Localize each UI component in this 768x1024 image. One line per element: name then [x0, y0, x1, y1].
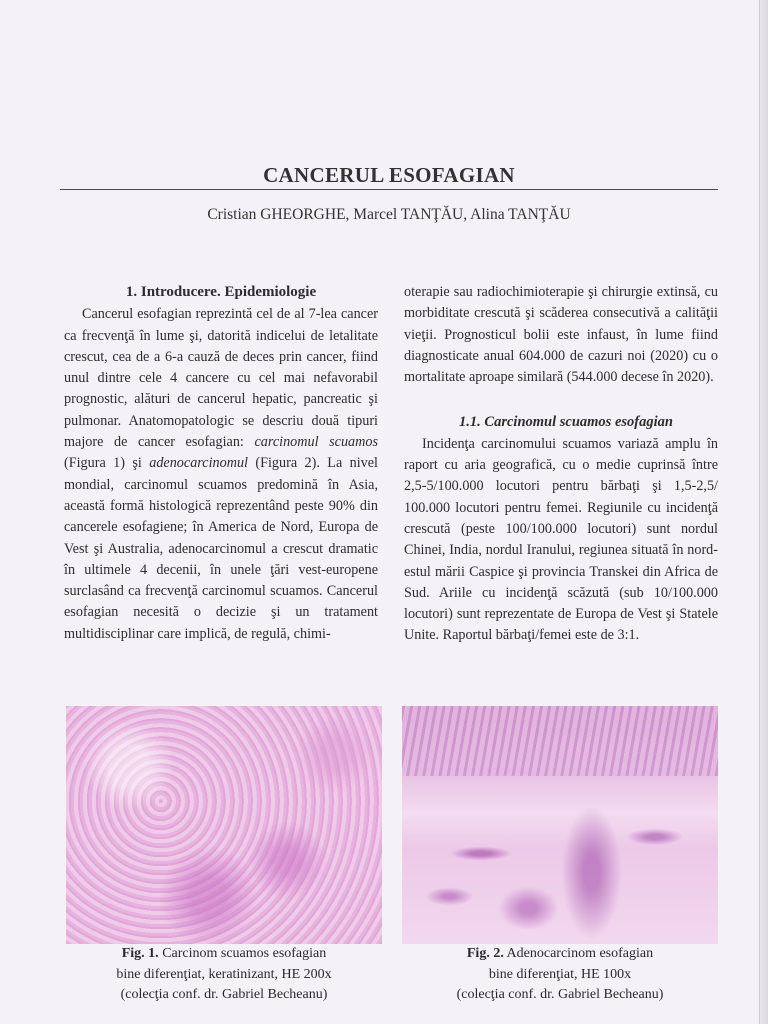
intro-text-1: Cancerul esofagian reprezintă cel de al 7-lea cancer ca frecvenţă în lume şi, datorită indicelui de letalitate crescut, cea de a 6-a cauză de deces prin cancer, fiind unul dintre cele 4 cancere cu cel mai nefavorabil prognostic, alături de cancerul hepatic, pancreatic şi pulmonar. Anatomopatologic se descriu două tipuri majore de cancer esofagian: [64, 306, 378, 451]
figure-2-caption-line1: Adenocarcinom esofagian [503, 946, 654, 961]
figure-1-caption-line2: bine diferenţiat, keratinizant, HE 200x [116, 966, 332, 982]
figure-1-histology-image [66, 706, 382, 944]
continued-paragraph: oterapie sau radiochimioterapie şi chirurgie extinsă, cu morbiditate crescută şi scăderea consecutivă a calităţii vieţii. Prognosticul bolii este infaust, în lume fiind diagnosticate anual 604.000 de cazuri noi (2020) cu o mortalitate aproape similară (544.000 decese în 2020). [404, 284, 718, 386]
title-divider [60, 189, 718, 190]
figure-2-caption-line2: bine diferenţiat, HE 100x [488, 966, 632, 982]
figure-2-label: Fig. 2. [466, 946, 504, 961]
right-column [404, 282, 718, 647]
page-edge [759, 0, 768, 1024]
figure-1-label: Fig. 1. [121, 946, 159, 961]
figure-1-caption [66, 944, 382, 1006]
left-column [64, 282, 378, 645]
intro-italic-adeno: adenocarcinomul [149, 455, 248, 472]
figure-2-epithelium-band [402, 706, 718, 776]
figure-1-caption-line3: (colecţia conf. dr. Gabriel Becheanu) [120, 987, 328, 1002]
squamous-paragraph: Incidenţa carcinomului scuamos variază amplu în raport cu aria geografică, cu o medie cuprinsă între 2,5-5/100.000 locutori pentru bărbaţi şi 1,5-2,5/ 100.000 locutori pentru femei. Regiunile cu incidenţă crescută (peste 100/100.000 locutori) sunt nordul Chinei, India, nordul Iranului, regiunea situată în nord-estul mării Caspice şi provincia Transkei din Africa de Sud. Ariile cu incidenţă scăzută (sub 10/100.000 locutori) sunt reprezentate de Europa de Vest şi Statele Unite. Raportul bărbaţi/femei este de 3:1. [404, 435, 718, 644]
figure-1-caption-line1: Carcinom scuamos esofagian [158, 946, 327, 961]
intro-text-2: (Figura 1) şi [64, 455, 150, 472]
page-title: CANCERUL ESOFAGIAN [263, 163, 515, 187]
intro-paragraph [64, 304, 378, 645]
subsection-heading: 1.1. Carcinomul scuamos esofagian [459, 414, 673, 431]
figure-2-caption [402, 944, 718, 1006]
section-heading: 1. Introducere. Epidemiologie [125, 284, 317, 300]
figure-2-caption-line3: (colecţia conf. dr. Gabriel Becheanu) [456, 987, 664, 1002]
intro-italic-squamous: carcinomul scuamos [254, 434, 378, 451]
figure-2-histology-image [402, 706, 718, 944]
intro-text-3: (Figura 2). La nivel mondial, carcinomul scuamos predomină în Asia, această formă histologică reprezentând peste 90% din cancerele esofagiene; în America de Nord, Europa de Vest şi Australia, adenocarcinomul a crescut dramatic în ultimele 4 decenii, în unele ţări vest-europene surclasând ca frecvenţă carcinomul scuamos. Cancerul esofagian necesită o decizie şi un tratament multidisciplinar care implică, de regulă, chimi- [64, 455, 378, 642]
authors-line: Cristian GHEORGHE, Marcel TANŢĂU, Alina TANŢĂU [207, 206, 571, 223]
